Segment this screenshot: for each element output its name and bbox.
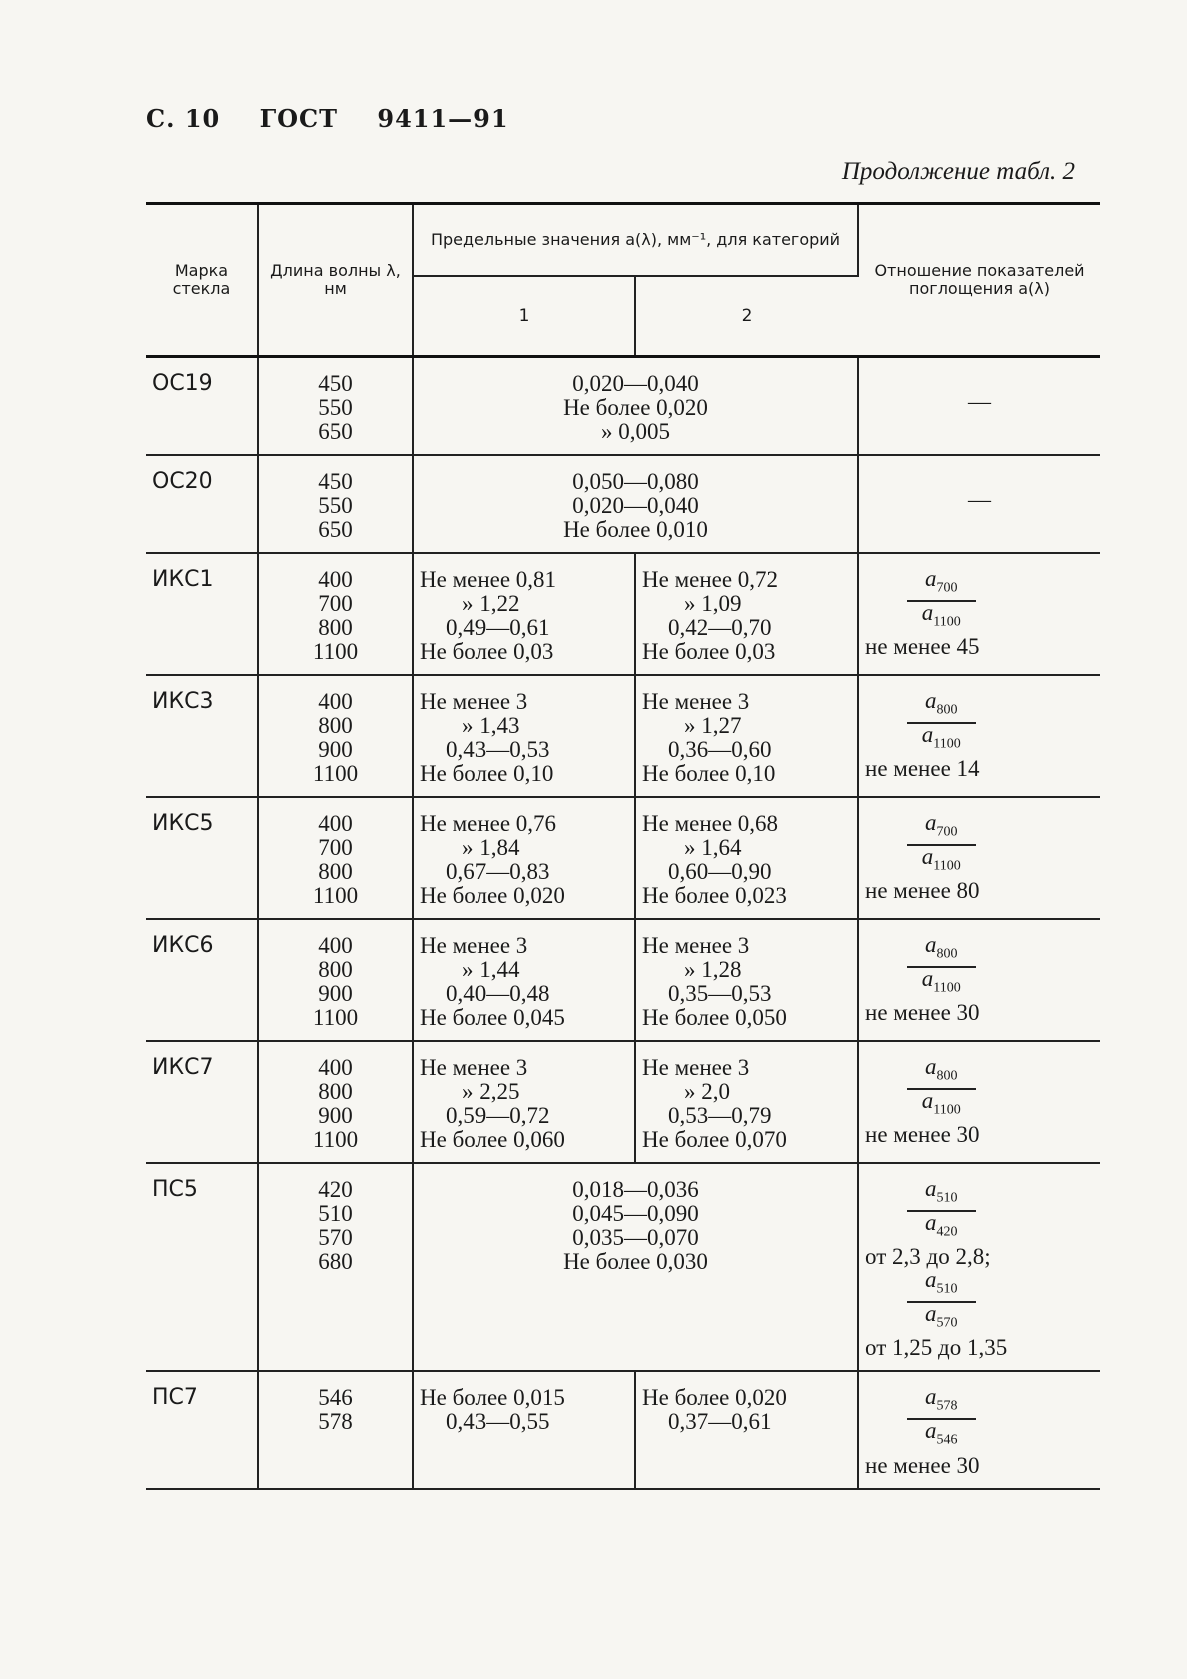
- wavelength-cell: [258, 553, 413, 675]
- ratio-cell: [858, 553, 1100, 675]
- limit-value: Не более 0,020: [563, 395, 708, 420]
- standard-number: 9411—91: [377, 104, 509, 133]
- glass-mark: ПС7: [146, 1371, 258, 1488]
- wavelength-value: 550: [318, 395, 353, 420]
- ratio-denominator: $a_{1100}$: [921, 965, 961, 996]
- wavelength-value: 800: [318, 859, 353, 884]
- ratio-cell: [858, 919, 1100, 1041]
- limit-value: Не менее 0,81: [420, 567, 557, 592]
- limits-merged-cell: [413, 357, 858, 456]
- wavelength-value: 578: [318, 1409, 353, 1435]
- ratio-numerator: $a_{700}$: [907, 812, 976, 846]
- limit-value: Не более 0,050: [642, 1005, 787, 1030]
- limits-cat1-cell: [413, 797, 635, 919]
- limits-cat2-cell: [635, 797, 858, 919]
- limit-value: » 1,84: [462, 835, 520, 860]
- ratio-numerator-index: 578: [936, 1398, 958, 1414]
- limit-value: Не более 0,03: [642, 639, 776, 664]
- wavelength-cell: [258, 455, 413, 553]
- wavelength-value: 546: [318, 1385, 353, 1411]
- ratio-numerator: $a_{578}$: [907, 1386, 976, 1420]
- table-row: [146, 1371, 1100, 1488]
- limit-value: Не более 0,03: [420, 639, 554, 664]
- glass-mark: ИКС7: [146, 1041, 258, 1163]
- limit-value: Не более 0,060: [420, 1127, 565, 1152]
- col-header-cat1: 1: [413, 276, 635, 357]
- page-header: [146, 104, 539, 133]
- wavelength-value: 800: [318, 1079, 353, 1104]
- wavelength-value: 700: [318, 835, 353, 860]
- limit-value: Не менее 0,76: [420, 811, 557, 836]
- limit-value: Не более 0,070: [642, 1127, 787, 1152]
- wavelength-value: 400: [318, 1055, 353, 1080]
- limit-value: 0,020—0,040: [572, 371, 699, 396]
- limit-value: 0,018—0,036: [572, 1177, 699, 1202]
- ratio-denominator-index: 546: [936, 1432, 958, 1448]
- limit-value: 0,49—0,61: [446, 615, 550, 640]
- wavelength-value: 450: [318, 469, 353, 494]
- limit-value: 0,020—0,040: [572, 493, 699, 518]
- ratio-fraction: [907, 934, 976, 999]
- limit-value: 0,035—0,070: [572, 1225, 699, 1250]
- wavelength-cell: [258, 1163, 413, 1371]
- limit-value: » 1,64: [684, 835, 742, 860]
- limits-merged-cell: [413, 455, 858, 553]
- ratio-denominator: $a_{420}$: [925, 1209, 958, 1240]
- limit-value: Не более 0,010: [563, 517, 708, 542]
- limit-value: » 2,25: [462, 1079, 520, 1104]
- limit-value: 0,045—0,090: [572, 1201, 699, 1226]
- wavelength-value: 450: [318, 371, 353, 396]
- ratio-condition: не менее 45: [865, 634, 980, 660]
- glass-mark: ОС19: [146, 357, 258, 456]
- limit-value: 0,60—0,90: [668, 859, 772, 884]
- limits-cat1-cell: [413, 919, 635, 1041]
- limit-value: » 0,005: [601, 419, 670, 444]
- ratio-denominator-index: 1100: [933, 1102, 961, 1118]
- limit-value: Не менее 0,68: [642, 811, 779, 836]
- limit-value: Не менее 3: [420, 689, 528, 714]
- table-row: [146, 919, 1100, 1041]
- ratio-denominator: $a_{570}$: [925, 1300, 958, 1331]
- standard-label: ГОСТ: [259, 104, 339, 133]
- limits-cat2-cell: [635, 919, 858, 1041]
- ratio-denominator: $a_{1100}$: [921, 1087, 961, 1118]
- col-header-ratio: Отношение показателей поглощения a(λ): [858, 204, 1100, 357]
- limit-value: Не более 0,10: [420, 761, 554, 786]
- wavelength-value: 420: [318, 1177, 353, 1202]
- limit-value: Не более 0,023: [642, 883, 787, 908]
- ratio-condition: не менее 30: [865, 1122, 980, 1148]
- table-row: [146, 357, 1100, 456]
- table-row: [146, 553, 1100, 675]
- wavelength-value: 400: [318, 689, 353, 714]
- limits-merged-cell: [413, 1163, 858, 1371]
- glass-mark: ИКС3: [146, 675, 258, 797]
- limit-value: 0,050—0,080: [572, 469, 699, 494]
- wavelength-value: 800: [318, 713, 353, 738]
- ratio-denominator-index: 1100: [933, 736, 961, 752]
- limit-value: Не менее 3: [642, 1055, 750, 1080]
- limit-value: » 1,09: [684, 591, 742, 616]
- limit-value: » 1,43: [462, 713, 520, 738]
- ratio-numerator-index: 510: [936, 1190, 958, 1206]
- col-header-mark: Марка стекла: [146, 204, 258, 357]
- ratio-fraction: [907, 1056, 976, 1121]
- ratio-fraction: [907, 690, 976, 755]
- wavelength-value: 900: [318, 1103, 353, 1128]
- wavelength-value: 510: [318, 1201, 353, 1226]
- ratio-denominator-index: 420: [936, 1224, 958, 1240]
- limits-cat1-cell: [413, 1041, 635, 1163]
- wavelength-cell: [258, 357, 413, 456]
- wavelength-cell: [258, 797, 413, 919]
- wavelength-value: 680: [318, 1249, 353, 1274]
- wavelength-value: 800: [318, 957, 353, 982]
- ratio-condition: от 2,3 до 2,8;: [865, 1244, 991, 1270]
- limit-value: Не менее 3: [642, 689, 750, 714]
- ratio-dash: —: [968, 389, 992, 414]
- ratio-condition: не менее 80: [865, 878, 980, 904]
- ratio-denominator-index: 570: [936, 1315, 958, 1331]
- limit-value: 0,40—0,48: [446, 981, 550, 1006]
- limit-value: 0,43—0,53: [446, 737, 550, 762]
- glass-mark: ОС20: [146, 455, 258, 553]
- ratio-fraction: [907, 1386, 976, 1451]
- ratio-condition: от 1,25 до 1,35: [865, 1335, 1008, 1361]
- wavelength-value: 1100: [312, 1005, 359, 1030]
- ratio-cell: [858, 455, 1100, 553]
- glass-spec-table: [146, 202, 1100, 1490]
- limit-value: 0,42—0,70: [668, 615, 772, 640]
- wavelength-cell: [258, 1371, 413, 1488]
- wavelength-value: 900: [318, 737, 353, 762]
- ratio-numerator: $a_{800}$: [907, 934, 976, 968]
- ratio-denominator-index: 1100: [933, 614, 961, 630]
- limit-value: Не менее 3: [420, 933, 528, 958]
- ratio-cell: [858, 1371, 1100, 1488]
- limits-cat1-cell: [413, 553, 635, 675]
- wavelength-cell: [258, 675, 413, 797]
- wavelength-cell: [258, 919, 413, 1041]
- table-row: [146, 455, 1100, 553]
- wavelength-value: 800: [318, 615, 353, 640]
- limit-value: » 2,0: [684, 1079, 730, 1104]
- wavelength-value: 650: [318, 419, 353, 444]
- ratio-fraction: [907, 568, 976, 633]
- ratio-cell: [858, 797, 1100, 919]
- wavelength-value: 900: [318, 981, 353, 1006]
- limits-cat2-cell: [635, 1371, 858, 1488]
- glass-mark: ИКС1: [146, 553, 258, 675]
- table-body: [146, 357, 1100, 1489]
- wavelength-value: 1100: [312, 883, 359, 908]
- limit-value: Не более 0,020: [420, 883, 565, 908]
- ratio-numerator-index: 700: [936, 580, 958, 596]
- limit-value: Не менее 0,72: [642, 567, 779, 592]
- limits-cat2-cell: [635, 553, 858, 675]
- ratio-numerator: $a_{800}$: [907, 1056, 976, 1090]
- wavelength-value: 400: [318, 933, 353, 958]
- wavelength-value: 400: [318, 567, 353, 592]
- wavelength-value: 570: [318, 1225, 353, 1250]
- ratio-cell: [858, 675, 1100, 797]
- limit-value: 0,37—0,61: [668, 1409, 772, 1435]
- ratio-numerator: $a_{510}$: [907, 1269, 976, 1303]
- limit-value: 0,53—0,79: [668, 1103, 772, 1128]
- limit-value: » 1,44: [462, 957, 520, 982]
- ratio-numerator-index: 800: [936, 946, 958, 962]
- wavelength-value: 1100: [312, 639, 359, 664]
- wavelength-value: 1100: [312, 1127, 359, 1152]
- col-header-cat2: 2: [635, 276, 858, 357]
- ratio-denominator: $a_{1100}$: [921, 843, 961, 874]
- ratio-condition: не менее 14: [865, 756, 980, 782]
- ratio-numerator: $a_{510}$: [907, 1178, 976, 1212]
- wavelength-value: 400: [318, 811, 353, 836]
- ratio-numerator-index: 800: [936, 702, 958, 718]
- wavelength-value: 700: [318, 591, 353, 616]
- limit-value: » 1,22: [462, 591, 520, 616]
- ratio-denominator-index: 1100: [933, 980, 961, 996]
- limits-cat2-cell: [635, 1041, 858, 1163]
- glass-mark: ПС5: [146, 1163, 258, 1371]
- limit-value: » 1,27: [684, 713, 742, 738]
- ratio-cell: [858, 357, 1100, 456]
- limit-value: 0,43—0,55: [446, 1409, 550, 1435]
- limit-value: 0,36—0,60: [668, 737, 772, 762]
- wavelength-cell: [258, 1041, 413, 1163]
- page-number: С. 10: [146, 104, 221, 133]
- limit-value: Не более 0,045: [420, 1005, 565, 1030]
- glass-mark: ИКС5: [146, 797, 258, 919]
- wavelength-value: 1100: [312, 761, 359, 786]
- ratio-dash: —: [968, 487, 992, 512]
- ratio-fraction: [907, 1178, 976, 1243]
- limit-value: » 1,28: [684, 957, 742, 982]
- limit-value: Не менее 3: [420, 1055, 528, 1080]
- col-header-limits: Предельные значения a(λ), мм⁻¹, для категорий: [413, 204, 858, 277]
- table-row: [146, 675, 1100, 797]
- ratio-denominator: $a_{1100}$: [921, 721, 961, 752]
- ratio-denominator-index: 1100: [933, 858, 961, 874]
- ratio-denominator: $a_{1100}$: [921, 599, 961, 630]
- limit-value: Не более 0,10: [642, 761, 776, 786]
- ratio-denominator: $a_{546}$: [925, 1417, 958, 1448]
- ratio-condition: не менее 30: [865, 1000, 980, 1026]
- limit-value: Не более 0,030: [563, 1249, 708, 1274]
- ratio-numerator-index: 510: [936, 1281, 958, 1297]
- limit-value: 0,35—0,53: [668, 981, 772, 1006]
- limits-cat2-cell: [635, 675, 858, 797]
- wavelength-value: 550: [318, 493, 353, 518]
- limit-value: Не более 0,020: [642, 1385, 787, 1411]
- limits-cat1-cell: [413, 1371, 635, 1488]
- ratio-numerator: $a_{800}$: [907, 690, 976, 724]
- wavelength-value: 650: [318, 517, 353, 542]
- ratio-fraction: [907, 1269, 976, 1334]
- col-header-wavelength: Длина волны λ, нм: [258, 204, 413, 357]
- ratio-numerator: $a_{700}$: [907, 568, 976, 602]
- limits-cat1-cell: [413, 675, 635, 797]
- glass-mark: ИКС6: [146, 919, 258, 1041]
- limit-value: 0,67—0,83: [446, 859, 550, 884]
- ratio-cell: [858, 1163, 1100, 1371]
- table-row: [146, 797, 1100, 919]
- ratio-condition: не менее 30: [865, 1452, 980, 1478]
- ratio-numerator-index: 800: [936, 1068, 958, 1084]
- table-row: [146, 1041, 1100, 1163]
- ratio-fraction: [907, 812, 976, 877]
- limit-value: Не более 0,015: [420, 1385, 565, 1411]
- continuation-label: Продолжение табл. 2: [841, 158, 1075, 185]
- ratio-cell: [858, 1041, 1100, 1163]
- table-row: [146, 1163, 1100, 1371]
- limit-value: 0,59—0,72: [446, 1103, 550, 1128]
- limit-value: Не менее 3: [642, 933, 750, 958]
- ratio-numerator-index: 700: [936, 824, 958, 840]
